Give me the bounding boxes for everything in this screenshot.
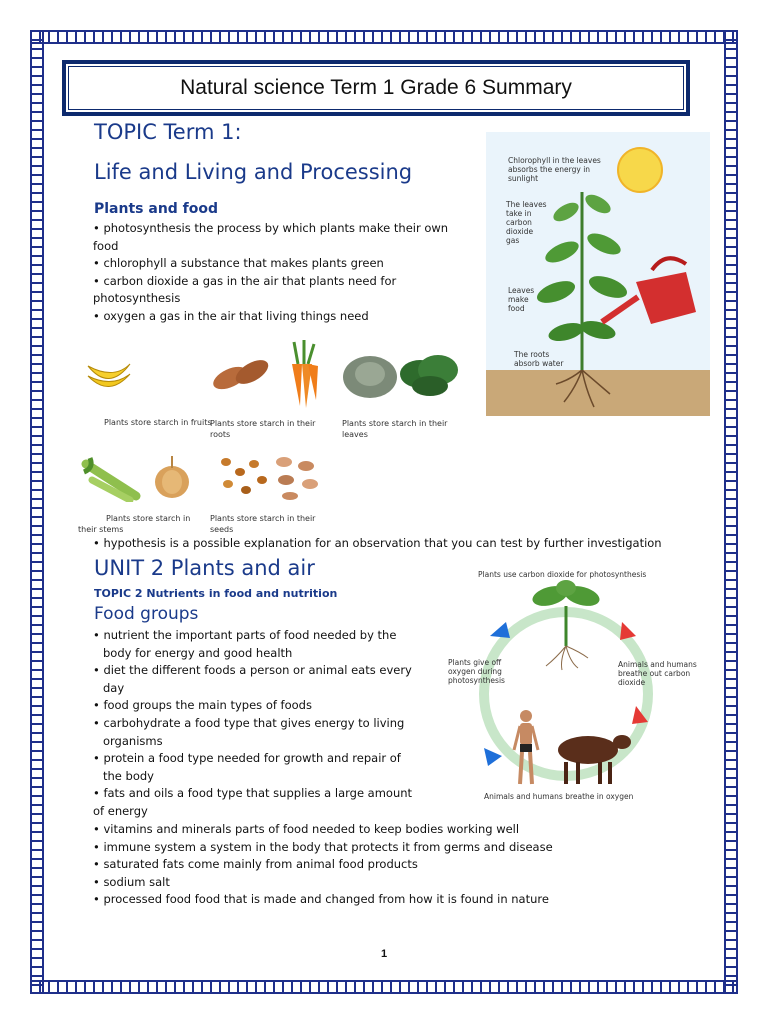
unit2-heading: UNIT 2 Plants and air <box>94 556 315 580</box>
plants-heading: Plants and food <box>94 201 219 217</box>
leaves-take-label: The leaves take in carbon dioxide gas <box>506 200 547 245</box>
leaves-make-label: Leaves make food <box>508 286 535 313</box>
list-item: • fats and oils a food type that supplies a large amount of energy <box>93 786 413 818</box>
page-border-left <box>30 30 44 994</box>
seeds-icon <box>214 452 324 502</box>
list-item: • carbohydrate a food type that gives energy to living organisms <box>93 715 405 748</box>
list-item: • immune system a system in the body that protects it from germs and disease <box>93 839 553 854</box>
cycle-top-label: Plants use carbon dioxide for photosynthesis <box>478 570 647 579</box>
list-item: • saturated fats come mainly from animal food products <box>93 857 418 872</box>
plants-bullet-list <box>93 220 463 326</box>
stems-caption: Plants store starch in their stems <box>78 514 191 534</box>
wide-bullet-list <box>93 821 693 909</box>
list-item: • diet the different foods a person or animal eats every day <box>93 663 412 695</box>
list-item: • sodium salt <box>93 874 170 889</box>
cycle-right-label: Animals and humans breathe out carbon dioxide <box>618 660 697 687</box>
sweet-potato-icon <box>208 352 272 396</box>
page-border-top <box>30 30 738 44</box>
hypothesis-text: • hypothesis is a possible explanation for an observation that you can test by further investigation <box>93 536 662 550</box>
leaves-caption: Plants store starch in their leaves <box>342 419 448 439</box>
carbon-cycle-diagram <box>440 566 702 806</box>
spinach-icon <box>398 346 460 402</box>
food-bullet-list <box>93 627 415 821</box>
topic-heading: TOPIC Term 1: <box>94 120 242 144</box>
page-number: 1 <box>380 948 388 960</box>
list-item: • nutrient the important parts of food needed by the body for energy and good health <box>93 628 397 660</box>
list-item: • protein a food type needed for growth and repair of the body <box>93 751 401 783</box>
list-item: • oxygen a gas in the air that living things need <box>93 308 369 323</box>
onion-icon <box>150 454 194 502</box>
title-box <box>62 60 690 116</box>
chlorophyll-label: Chlorophyll in the leaves absorbs the energy in sunlight <box>508 156 601 183</box>
list-item: • carbon dioxide a gas in the air that plants need for photosynthesis <box>93 273 397 306</box>
cycle-left-label: Plants give off oxygen during photosynthesis <box>448 658 505 685</box>
life-heading: Life and Living and Processing <box>94 160 413 184</box>
list-item: • processed food food that is made and changed from how it is found in nature <box>93 892 549 907</box>
food-groups-heading: Food groups <box>94 604 199 624</box>
cycle-bottom-label: Animals and humans breathe in oxygen <box>484 792 634 801</box>
cabbage-icon <box>340 350 400 400</box>
list-item: • vitamins and minerals parts of food needed to keep bodies working well <box>93 822 520 836</box>
photosynthesis-illustration <box>486 132 710 416</box>
banana-icon <box>84 354 134 394</box>
celery-icon <box>80 454 144 502</box>
page-title: Natural science Term 1 Grade 6 Summary <box>180 76 572 99</box>
seeds-caption: Plants store starch in their seeds <box>210 514 316 534</box>
list-item: • food groups the main types of foods <box>93 698 312 713</box>
carrot-icon <box>278 338 328 410</box>
topic2-heading: TOPIC 2 Nutrients in food and nutrition <box>94 587 338 600</box>
roots-caption: Plants store starch in their roots <box>210 419 316 439</box>
roots-label: The roots absorb water <box>514 350 564 368</box>
list-item: • chlorophyll a substance that makes plants green <box>93 256 384 271</box>
page-border-right <box>724 30 738 994</box>
list-item: • photosynthesis the process by which plants make their own food <box>93 221 449 253</box>
page-border-bottom <box>30 980 738 994</box>
fruits-caption: Plants store starch in fruits <box>104 418 212 427</box>
